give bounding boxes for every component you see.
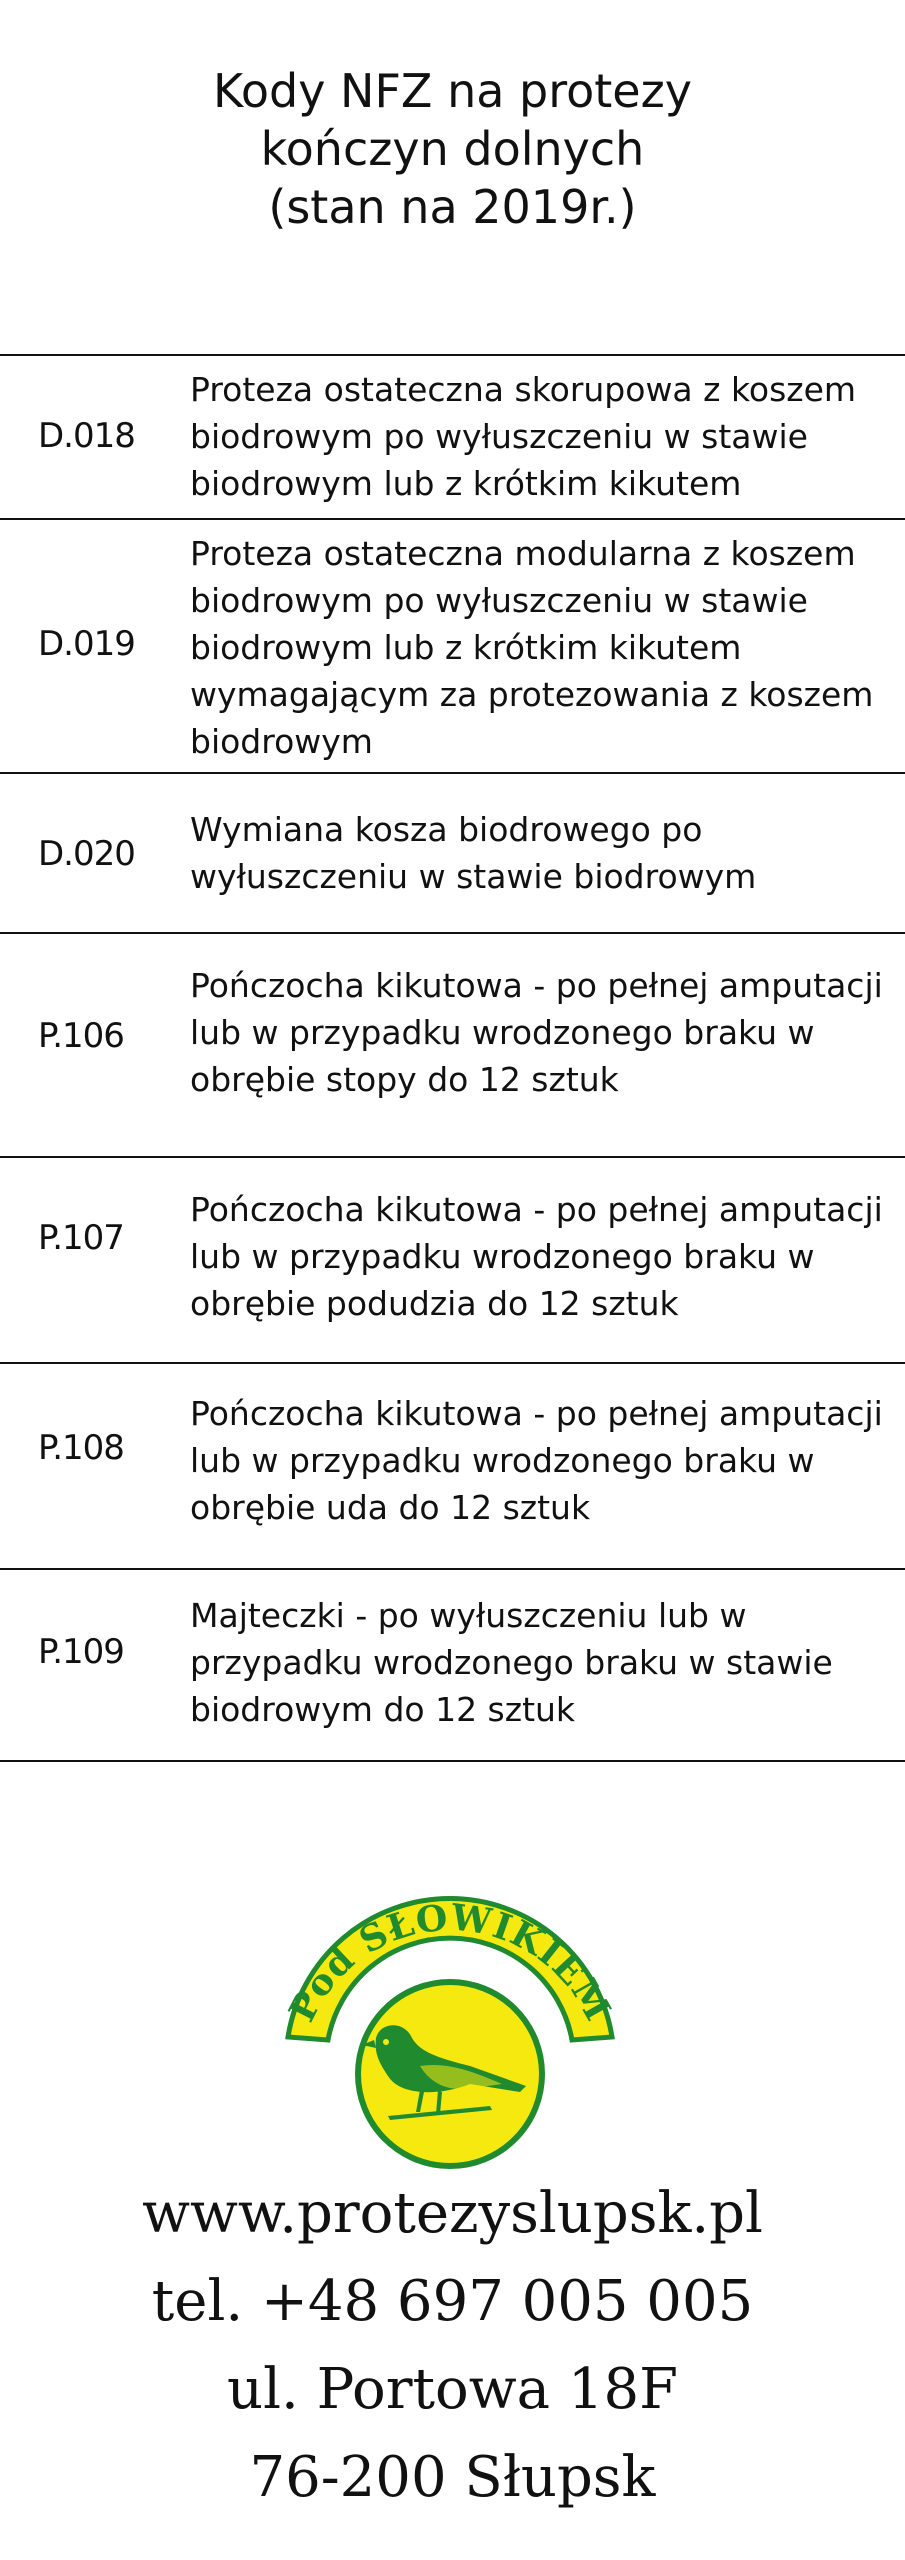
- pod-slowikiem-logo: [270, 1862, 630, 2172]
- code-label: P.106: [38, 1016, 124, 1056]
- table-row: [0, 772, 905, 932]
- code-description: Pończocha kikutowa - po pełnej amputacji lub w przypadku wrodzonego braku w obrębie uda do 12 sztuk: [190, 1394, 883, 1527]
- table-row: [0, 518, 905, 772]
- contact-block: [0, 2170, 905, 2522]
- code-label: P.108: [38, 1428, 124, 1468]
- company-logo: [270, 1862, 630, 2172]
- city-address: 76-200 Słupsk: [249, 2445, 656, 2510]
- code-label: D.019: [38, 624, 135, 664]
- title-line-2: kończyn dolnych: [260, 122, 645, 176]
- table-row: [0, 932, 905, 1156]
- code-description: Proteza ostateczna skorupowa z koszem biodrowym po wyłuszczeniu w stawie biodrowym lub z krótkim kikutem: [190, 370, 857, 503]
- website-link[interactable]: www.protezyslupsk.pl: [142, 2181, 763, 2246]
- street-address: ul. Portowa 18F: [227, 2357, 678, 2422]
- phone-number: tel. +48 697 005 005: [151, 2269, 754, 2334]
- code-description: Majteczki - po wyłuszczeniu lub w przypadku wrodzonego braku w stawie biodrowym do 12 sztuk: [190, 1596, 833, 1729]
- table-row: [0, 354, 905, 518]
- code-label: D.018: [38, 416, 135, 456]
- code-label: P.109: [38, 1632, 124, 1672]
- title-line-1: Kody NFZ na protezy: [213, 64, 692, 118]
- table-row: [0, 1362, 905, 1568]
- code-description: Wymiana kosza biodrowego po wyłuszczeniu w stawie biodrowym: [190, 810, 757, 896]
- code-description: Pończocha kikutowa - po pełnej amputacji lub w przypadku wrodzonego braku w obrębie stopy do 12 sztuk: [190, 966, 883, 1099]
- code-label: D.020: [38, 834, 135, 874]
- code-label: P.107: [38, 1218, 124, 1258]
- page-title: [0, 62, 905, 236]
- code-description: Pończocha kikutowa - po pełnej amputacji lub w przypadku wrodzonego braku w obrębie podudzia do 12 sztuk: [190, 1190, 883, 1323]
- logo-text: Pod SŁOWIKIEM: [280, 1896, 620, 2029]
- table-row: [0, 1568, 905, 1762]
- table-row: [0, 1156, 905, 1362]
- title-line-3: (stan na 2019r.): [268, 180, 637, 234]
- code-description: Proteza ostateczna modularna z koszem biodrowym po wyłuszczeniu w stawie biodrowym lub z krótkim kikutem wymagającym za protezowania z koszem biodrowym: [190, 534, 874, 761]
